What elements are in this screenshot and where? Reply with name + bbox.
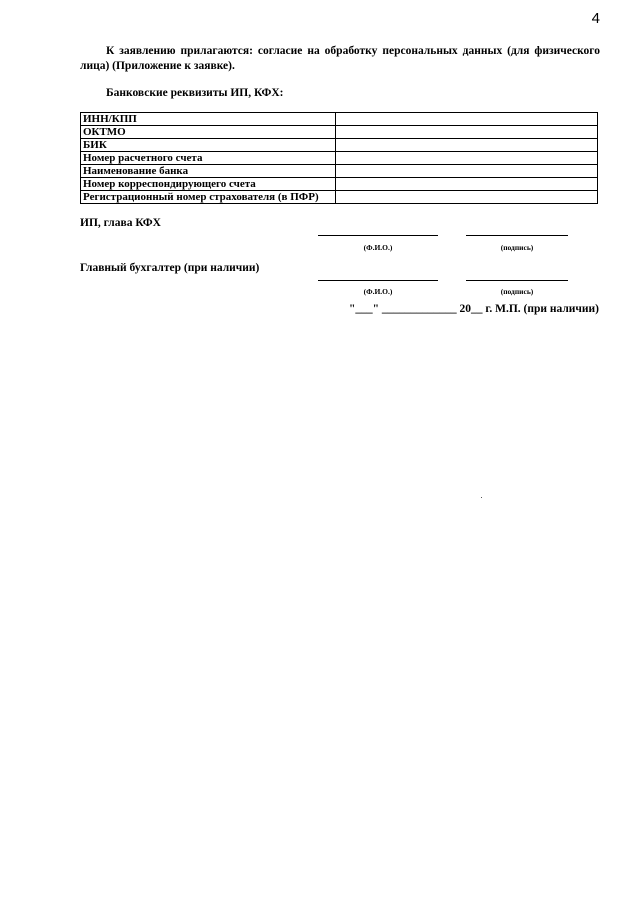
requisite-row: [81, 191, 598, 204]
head-sign-line[interactable]: [466, 235, 568, 236]
requisite-value-cell[interactable]: [336, 178, 598, 191]
head-sign-caption: (подпись): [500, 243, 534, 252]
requisite-label: Номер расчетного счета: [81, 152, 336, 165]
head-fio-caption: (Ф.И.О.): [363, 243, 393, 252]
requisite-value-cell[interactable]: [336, 126, 598, 139]
accountant-sign-caption: (подпись): [500, 287, 534, 296]
scan-speck: [481, 497, 482, 498]
requisite-label: Номер корреспондирующего счета: [81, 178, 336, 191]
intro-text: К заявлению прилагаются: согласие на обработку персональных данных (для физического лица) (Приложение к заявке).: [80, 45, 600, 72]
requisite-label: ИНН/КПП: [81, 113, 336, 126]
accountant-fio-caption: (Ф.И.О.): [363, 287, 393, 296]
bank-heading: Банковские реквизиты ИП, КФХ:: [106, 87, 284, 99]
requisite-row: [81, 152, 598, 165]
requisite-row: [81, 126, 598, 139]
intro-paragraph: [80, 44, 600, 74]
requisite-value-cell[interactable]: [336, 113, 598, 126]
requisite-value-cell[interactable]: [336, 165, 598, 178]
requisite-value-cell[interactable]: [336, 191, 598, 204]
page-number: 4: [591, 10, 600, 27]
date-stamp-line: "___" _____________ 20__ г. М.П. (при наличии): [349, 303, 599, 315]
accountant-fio-line[interactable]: [318, 280, 438, 281]
accountant-sign-line[interactable]: [466, 280, 568, 281]
requisite-label: Наименование банка: [81, 165, 336, 178]
requisite-value-cell[interactable]: [336, 139, 598, 152]
requisite-row: [81, 178, 598, 191]
head-fio-line[interactable]: [318, 235, 438, 236]
requisite-label: ОКТМО: [81, 126, 336, 139]
requisite-row: [81, 165, 598, 178]
requisite-row: [81, 113, 598, 126]
requisite-label: БИК: [81, 139, 336, 152]
head-signature-label: ИП, глава КФХ: [80, 217, 161, 229]
requisite-value-cell[interactable]: [336, 152, 598, 165]
requisite-label: Регистрационный номер страхователя (в ПФР): [81, 191, 336, 204]
accountant-signature-label: Главный бухгалтер (при наличии): [80, 262, 260, 274]
requisite-row: [81, 139, 598, 152]
bank-requisites-table: [80, 112, 598, 204]
